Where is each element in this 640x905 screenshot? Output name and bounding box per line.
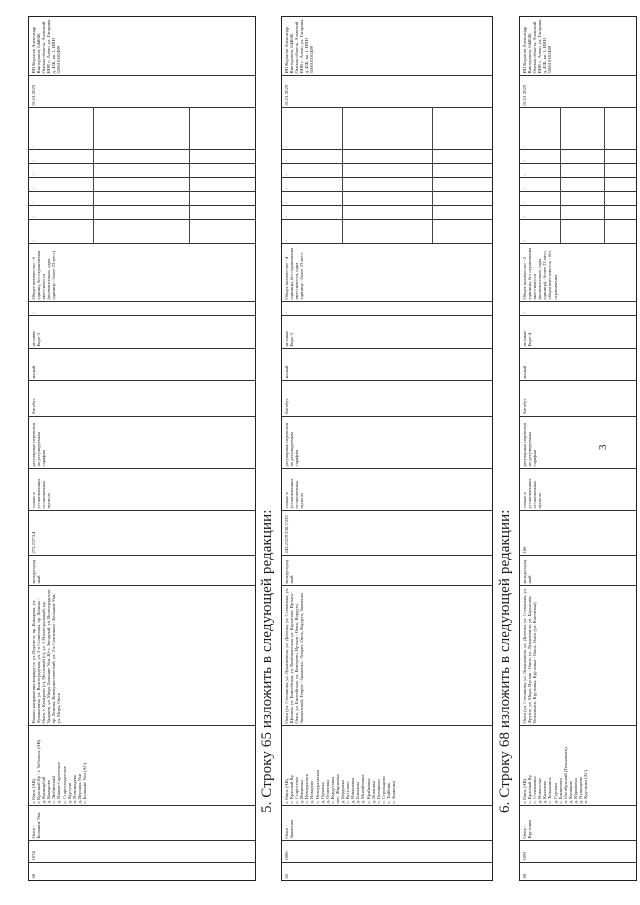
stop-item: с. Любинский <box>51 776 57 804</box>
cell-date: 01.01.2023 <box>29 75 255 107</box>
stop-item: г. Омск (АВ) <box>31 778 36 804</box>
cell-streets: Омск (ул. Степанова, ул. Лукашевича, ул. Долгова, ул. Степанова, ул. Щепина, ул. Енисейская, ул. Комбинатская, ул. Бархатова, Иртыш - Омск, ул. Енисейская, ул. Кемерово, Иртыш - Омск, Кордуга, Знаменский, Тевриз - Знаменка - Тевриз, Омск, Кордуга, Знаменка <box>282 585 492 725</box>
stop-list <box>31 728 87 804</box>
cell-carrier: ИП Корытов Александр Викторович, 644040, Омская область, Азовский ННР, с. Азово, ул. Гагарина, д. 43Б, кв. 1, ИНН 550616381489 <box>522 18 553 74</box>
stop-item: п. Крутинка (АС) <box>583 769 589 804</box>
cell-date: 01.01.2023 <box>282 75 492 107</box>
cell-dash-6: - <box>29 149 255 163</box>
cell-length: 243,2/229 238,7/232 <box>282 510 492 555</box>
cell-dash-4: - <box>520 177 636 191</box>
cell-reg-number: 1074 <box>29 840 255 862</box>
cell-dash-2: - <box>520 205 636 219</box>
cell-route-name: Омск - Крутинка <box>520 805 636 840</box>
stop-item: д. Куртуан <box>66 782 72 804</box>
stop-item: с. Крайковка <box>365 778 371 804</box>
cell-dash-7: - <box>520 107 636 149</box>
stop-item: с. Кутузово <box>345 781 351 804</box>
cell-dash-6: - <box>282 149 492 163</box>
stop-item: с. Степановка <box>532 776 538 804</box>
cell-max-count: - <box>29 301 255 315</box>
stop-item: с. Новоуральск <box>304 773 310 804</box>
route-table-58 <box>28 16 256 881</box>
stop-item: д. Орловка <box>319 782 325 804</box>
cell-dash-7: - <box>29 107 255 149</box>
cell-route-name: Омск - Знаменка <box>282 805 492 840</box>
cell-tariff: регулярные перевозки по регулируемым тарифам <box>520 416 636 468</box>
stop-item: д. Новоселье <box>537 778 543 804</box>
cell-dash-5: - <box>520 163 636 177</box>
cell-length: 273,2/273,4 <box>29 510 255 555</box>
cell-stop-mode: только в установленных остановочных пунктах <box>520 468 636 510</box>
stop-item: д. Гуровка <box>552 783 558 804</box>
cell-eco: не ниже Евро-3 <box>282 315 492 348</box>
stop-item: г. Омск (АВ) <box>522 778 527 804</box>
stop-item: с. Плешково <box>375 779 381 804</box>
stop-item: п. Пономарево <box>71 774 77 804</box>
cell-eco: не ниже Евро-3 <box>29 315 255 348</box>
cell-row-number: 65 <box>282 862 492 880</box>
stop-item: д. Кошкарбай <box>41 776 47 804</box>
cell-tariff: регулярные перевозки по регулируемым тарифам <box>29 416 255 468</box>
stop-item: д. Пушкарево <box>578 776 584 804</box>
cell-dash-2: - <box>282 205 492 219</box>
inner-rule <box>432 107 433 243</box>
cell-reg-number: 1091 <box>520 840 636 862</box>
stop-item: д. Нижне-Саргатское <box>56 762 62 804</box>
cell-carrier: ИП Корытов Александр Викторович, 644040, Омская область, Азовский ННР, с. Азово, ул. Гагарина, д. 43Б, кв. 1, ИНН 550616381489 <box>284 18 315 74</box>
cell-row-number: 58 <box>29 862 255 880</box>
page-number: 3 <box>597 444 609 450</box>
cell-dash-4: - <box>29 177 255 191</box>
stop-item: с. Тюкалинск <box>547 777 553 804</box>
cell-route-name: Омск - Большие Уки <box>29 805 255 840</box>
cell-tariff: регулярные перевозки по регулируемым тарифам <box>282 416 492 468</box>
stop-item: с. Тайбинь <box>385 782 391 804</box>
cell-stops <box>282 725 492 805</box>
cell-class: малый <box>520 348 636 380</box>
cell-vehicle-kind: Автобус <box>520 380 636 416</box>
cell-vehicle-kind: Автобус <box>29 380 255 416</box>
stop-item: с. Красный Яр <box>289 775 295 804</box>
stop-item: д. Ивановка <box>299 780 305 804</box>
stop-list <box>284 728 396 804</box>
stop-item: д. Никоновка <box>350 777 356 804</box>
stop-item: пос. Жирновка <box>334 774 340 804</box>
stop-item: п. Октябрьский (Тюкалинск) <box>562 747 568 804</box>
cell-route-type: междугородный <box>29 555 255 585</box>
cell-dash-4: - <box>282 177 492 191</box>
cell-streets: Омск (ул. Степанова, ул. Лукашевича, ул. Долгова, ул. Степанова, ул. Фрунзе, ул. Мира, Иртыш - Омск, ул. Лукашевича, ул. Бархатова, Тюкалинск, Крутинка, Крутинка - Омск, Омск (ул. Ключевая) <box>520 585 636 725</box>
cell-dash-5: - <box>282 163 492 177</box>
cell-max-count: - <box>282 301 492 315</box>
cell-capacity: Общее количество - 4 единицы, без ограничения вместимости, одна единица - более 23 мест <box>282 243 492 301</box>
cell-class: малый <box>282 348 492 380</box>
heading-5: 5. Строку 65 изложить в следующей редакции: <box>259 509 275 813</box>
cell-capacity: Общее количество - 2 единицы, без ограничения вместимости (включительно, одна единица) - более 23 мест, общая вместимость - без ограничения <box>520 243 636 301</box>
stop-item: с. Новоуральская <box>314 769 320 804</box>
cell-stops <box>520 725 636 805</box>
inner-rule <box>342 107 343 243</box>
inner-rule <box>93 107 94 243</box>
cell-carrier: ИП Корытов Александр Викторович, 644040, Омская область, Азовский ННР, с. Азово, ул. Гагарина, д. 43Б, кв. 1, ИНН 550616381489 <box>31 18 62 74</box>
cell-length: 186 <box>520 510 636 555</box>
cell-class: малый <box>29 348 255 380</box>
cell-dash-3: - <box>520 191 636 205</box>
stop-item: с. Знаменка <box>390 780 396 804</box>
heading-6: 6. Строку 68 изложить в следующей редакции: <box>497 509 513 813</box>
cell-dash-2: - <box>29 205 255 219</box>
cell-stop-mode: только в установленных остановочных пунктах <box>29 468 255 510</box>
inner-rule <box>189 107 190 243</box>
stop-item: д. Михайловка <box>360 774 366 804</box>
stop-list <box>522 728 588 804</box>
cell-dash-3: - <box>29 191 255 205</box>
cell-eco: не ниже Евро-4 <box>520 315 636 348</box>
stop-item: г. Омск (АВ) <box>284 778 289 804</box>
stop-item: с. Кордуговка <box>329 776 335 804</box>
stop-item: с. Стрельцово <box>380 776 386 804</box>
stop-item: с. Бакшеевка <box>557 778 563 804</box>
stop-item: с. Красный Яр <box>527 775 533 804</box>
cell-stops <box>29 725 255 805</box>
stop-item: д. Назарово <box>309 780 315 804</box>
stop-item: д. Бердяжка <box>340 780 346 804</box>
cell-dash-1: - <box>29 219 255 243</box>
stop-item: г. Красный Яр - г. Тобольск (АВ) <box>36 739 42 804</box>
cell-max-count: - <box>520 301 636 315</box>
cell-route-type: междугородный <box>282 555 492 585</box>
cell-dash-6: - <box>520 149 636 163</box>
cell-dash-3: - <box>282 191 492 205</box>
stop-item: д. Бакланы <box>355 782 361 804</box>
inner-rule <box>560 107 561 243</box>
cell-reg-number: 1086 <box>282 840 492 862</box>
route-table-68 <box>519 16 637 881</box>
stop-item: д. Ясаковка <box>370 781 376 804</box>
route-table-65 <box>281 16 493 881</box>
cell-row-number: 68 <box>520 862 636 880</box>
stop-item: с. Большие Уки (АС) <box>81 762 87 804</box>
stop-item: д. Кошкино <box>567 780 573 804</box>
stop-item: д. Верхняя Уки <box>76 773 82 804</box>
stop-item: д. Осиповка <box>324 779 330 804</box>
cell-dash-1: - <box>520 219 636 243</box>
cell-date: 01.01.2023 <box>520 75 636 107</box>
stop-item: с. Старосолдатское <box>61 766 67 804</box>
stop-item: с. Староселье <box>294 776 300 804</box>
inner-rule <box>604 107 605 243</box>
cell-stop-mode: только в установленных остановочных пунктах <box>282 468 492 510</box>
cell-dash-1: - <box>282 219 492 243</box>
stop-item: д. Юдиновка <box>572 778 578 804</box>
cell-vehicle-kind: Автобус <box>282 380 492 416</box>
stop-item: д. Калачево <box>542 780 548 804</box>
cell-streets: Начало направления маршрута: ул. Перелета, пр. Комарова, ул. Лукашевича, ул. Волгоградская, ул. 2-я Солнечная, пр. Ленина - Омск, г. Кемерово (с), Метизный (с), ул. 1 Магистральный, пр. Ударник, ул. Мира, Большие Уки, Ю-т, Звездный, ул. Волгоградская, пр. Ленина, Коммунистический, ул. 2-я Солнечная - Большие Уки, ул. Мира, Омск <box>29 585 255 725</box>
stop-item: д. Комарово <box>46 779 52 804</box>
cell-dash-7: - <box>282 107 492 149</box>
cell-dash-5: - <box>29 163 255 177</box>
cell-capacity: Общее количество - 6 единиц, без ограничения вместимости (включительно, одна единица - более 23 мест) <box>29 243 255 301</box>
cell-route-type: междугородный <box>520 555 636 585</box>
